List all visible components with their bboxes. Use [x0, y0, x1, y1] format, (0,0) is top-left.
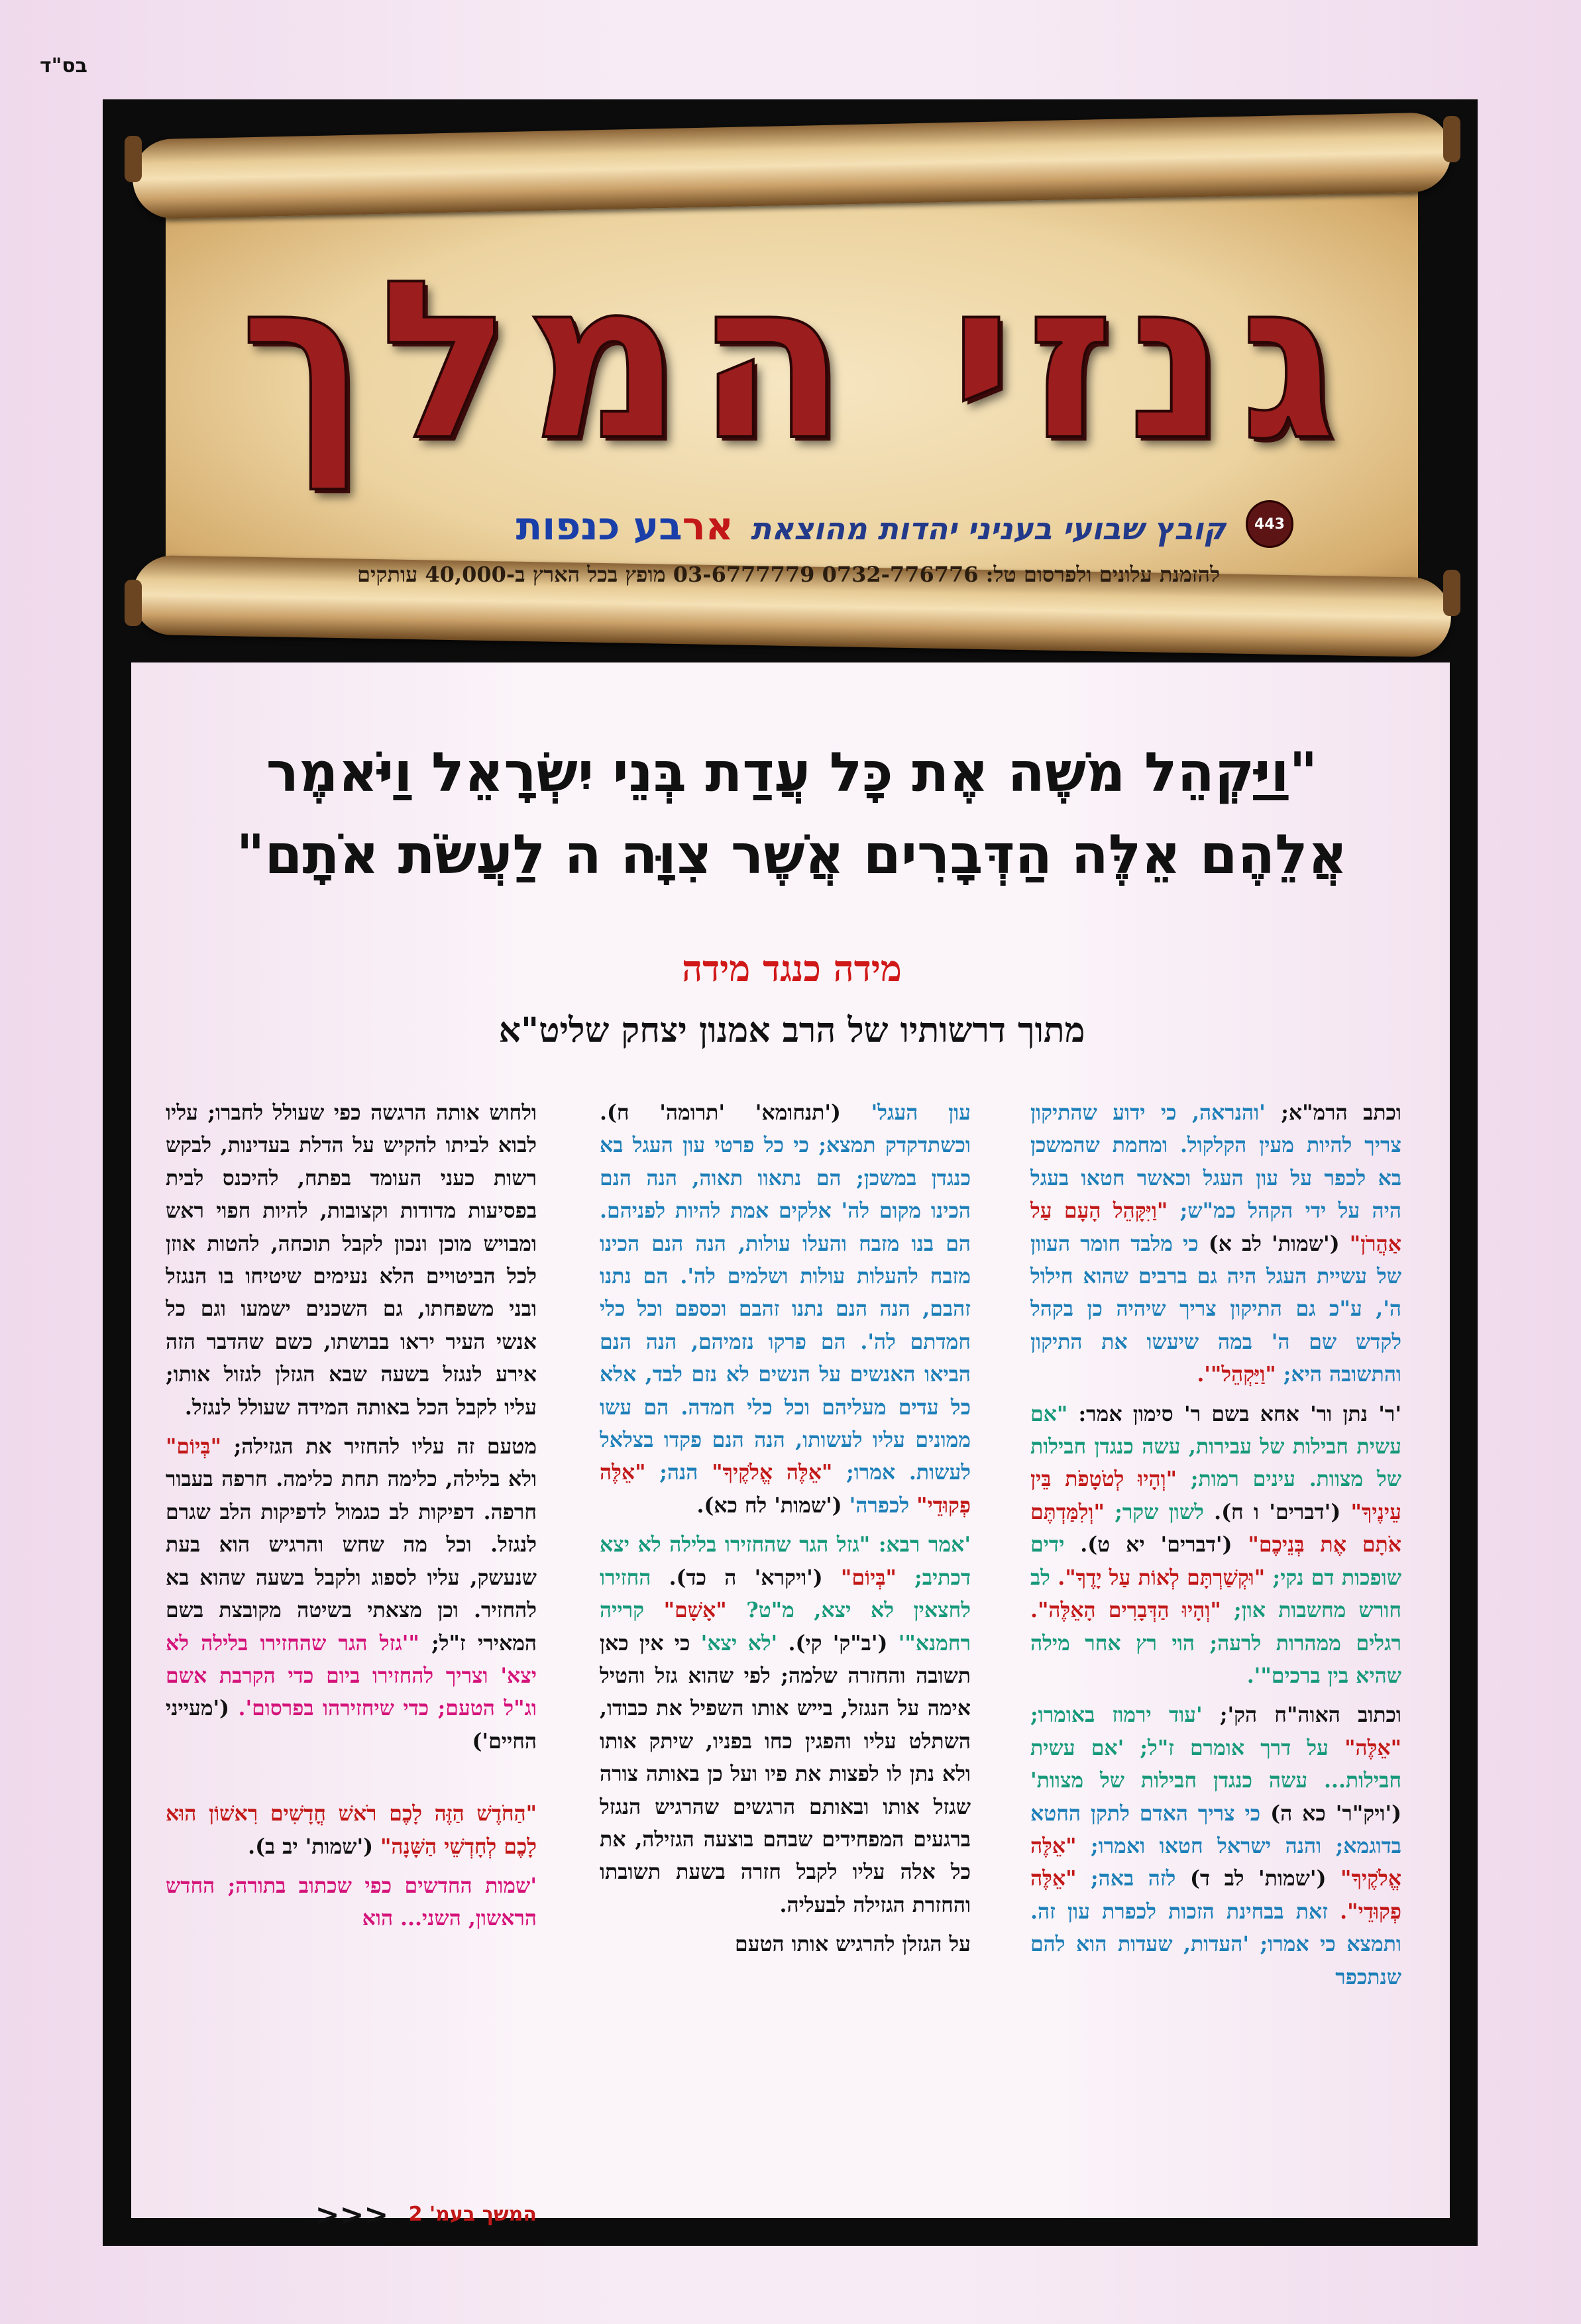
paragraph — [166, 1870, 537, 1935]
headline-line-1: "וַיַּקְהֵל משֶׁה אֶת כָּל עֲדַת בְּנֵי יִשְׂרָאֵל וַיֹּאמֶר — [266, 741, 1318, 804]
text-column-middle — [600, 1096, 971, 2170]
paragraph — [166, 1430, 537, 1758]
paragraph — [1030, 1699, 1401, 1993]
text-run: "וְלִמַּדְתֶּם אֹתָם אֶת בְּנֵיכֶם" — [1030, 1499, 1401, 1558]
text-run: "אֵלֶּה פְקוּדֵי". — [1030, 1866, 1401, 1924]
text-run: 'והנראה, כי ידוע שהתיקון צריך להיות מעין הקלקול. ומחמת שהמשכן בא לכפר על עון העגל וכאשר חטאו בעגל היה על ידי הקהל כמ"ש; — [1030, 1100, 1401, 1224]
text-run: וכשתדקדק תמצא; כי כל פרטי עון העגל בא כנגדן במשכן; הם נתאוו תאוה, הנה הנם הכינו מקום לה' אלקים אמת להיות לפניהם. הם בנו מזבח והעלו עולות, הנה הנם הכינו מזבח להעלות עולות ושלמים לה'. הם נתנו זהבם, הנה הנם נתנו זהבם וכספם וכל כלי חמדתם לה'. הם פרקו נזמיהם, הנה הנם הביאו האנשים על הנשים לא נזם לבד, אלא כל עדים מעליהם וכל כלי חמדה. הם עשו ממונים עליו לעשותו, הנה הנם פקדו בצלאל לעשות. אמרו; — [600, 1133, 971, 1485]
text-run: לב חורש מחשבות און; — [1030, 1565, 1401, 1623]
brand-part-a: אר — [682, 503, 734, 549]
section-title: מידה כנגד מידה — [682, 947, 902, 990]
text-run: ('שמות' יב ב). — [248, 1834, 374, 1859]
text-run: עליו לקבל הכל באותה המידה שעולל לנגזל. — [184, 1395, 537, 1420]
continued-note — [166, 2198, 537, 2232]
publisher-brand — [516, 503, 734, 549]
text-run: "'גזל הגר שהחזירו בלילה לא יצא' וצריך להחזירו ביום כדי הקרבת אשם וג"ל הטעם; כדי שיחזירהו בפרסום'. — [166, 1630, 537, 1721]
text-run: "אֵלֶּה פְקוּדֵי" — [600, 1460, 971, 1518]
subtitle-text: קובץ שבועי בעניני יהדות מהוצאת — [750, 511, 1226, 547]
text-run: ('שמות' לב א) — [1198, 1231, 1340, 1256]
text-run: זאת בבחינת הזכות לכפרת עון זה. ותמצא כי אמרו; 'העדות, שעדות הוא להם שנתכפר — [1030, 1899, 1401, 1989]
text-run: "וְהָיוּ לְטֹטָפֹת בֵּין עֵינֶיךָ" — [1030, 1467, 1401, 1524]
text-run: ('ויק"ר' כא ה) — [1260, 1801, 1401, 1826]
text-run: "אם עשית חבילות של עבירות, עשה כנגדן חבילות של מצוות. עינים רמות; — [1030, 1401, 1401, 1492]
paragraph — [600, 1528, 971, 1921]
text-run: וכתוב האוה"ח הק'; — [1202, 1703, 1401, 1728]
paragraph — [166, 1096, 537, 1424]
text-run: ידים שופכות דם נקי; — [1030, 1532, 1401, 1590]
text-run: וכתב הרמ"א; — [1265, 1100, 1401, 1125]
text-run: "אֵלֶּה אֱלֹקֶיךָ" — [1030, 1833, 1401, 1891]
continued-arrows-icon: <<< — [315, 2198, 389, 2232]
text-run: ('ב"ק' קי). — [777, 1630, 888, 1656]
headline-verse — [152, 732, 1431, 896]
text-run: כי אין כאן תשובה והחזרה שלמה; לפי שהוא גזל והטיל אימה על הנגזל, בייש אותו השפיל את כבודו, השתלט עליו והפגין כחו בפניו, שיתק אותו ולא נתן לו לפצות את פיו ועל כן באותה צורה שגזל אותו ובאותם הרגשים שהרגיש הנגזל ברגעים המפחידים שבהם בוצעה הגזילה, את כל אלה עליו לקבל חזרה בשעת תשובתו והחזרת הגזילה לבעליה. — [600, 1630, 971, 1917]
byline: מתוך דרשותיו של הרב אמנון יצחק שליט"א — [498, 1010, 1085, 1051]
text-run: ('דברים' ו ח). — [1203, 1499, 1341, 1524]
text-run: ('תנחומא' 'תרומה' ח). — [600, 1100, 841, 1125]
text-run: הנה; — [645, 1460, 698, 1485]
scroll-spindle-icon — [125, 580, 142, 626]
text-run: "אֵלֶּה" — [1328, 1735, 1401, 1760]
text-run: כי מלבד חומר העוון של עשיית העגל היה גם ברבים שהוא חילול ה', ע"כ גם התיקון צריך שיהיה כן בקהל לקדש שם ה' במה שיעשו את התיקון והתשובה היא; — [1030, 1231, 1401, 1387]
paragraph — [166, 1797, 537, 1863]
text-run: "אֵלֶּה אֱלֹקֶיךָ" — [698, 1460, 833, 1485]
brand-part-b: בע כנפות — [516, 503, 682, 549]
text-run: "וַיִּקָּהֵל הָעָם עַל אַהֲרֹן" — [1030, 1198, 1401, 1256]
text-run: 'לא יצא' — [690, 1630, 778, 1656]
text-run: ('ויקרא' ה כד). — [651, 1565, 823, 1590]
text-run: עון העגל' — [840, 1100, 971, 1125]
text-column-right — [1030, 1096, 1401, 2170]
text-run: מטעם זה עליו להחזיר את הגזילה; — [221, 1434, 537, 1459]
text-run: קרייה רחמנא"' — [600, 1598, 971, 1656]
text-run: לזה באה; — [1076, 1866, 1176, 1891]
text-run: כשם שהדבר הזה אירע לנגזל בשעה שבא הגזלן לגזול אותו; — [166, 1329, 537, 1387]
issue-number-badge: 443 — [1246, 500, 1293, 548]
text-run: ('שמות' לב ד) — [1175, 1866, 1327, 1891]
masthead-subtitle — [391, 503, 1226, 549]
text-run: רגלים ממהרות לרעה; הוי רץ אחר מילה שהיא בין ברכים"'. — [1030, 1630, 1401, 1688]
text-run: 'עוד ירמוז באומרו; — [1030, 1703, 1203, 1728]
text-run: 'שמות החדשים כפי שכתוב בתורה; החדש הראשון, השני... הוא — [166, 1873, 537, 1931]
text-run: ('מעייני החיים') — [166, 1696, 537, 1754]
scroll-spindle-icon — [1443, 116, 1460, 162]
text-run: כי צריך האדם לתקן החטא בדוגמא; והנה ישראל חטאו ואמרו; — [1030, 1801, 1401, 1858]
text-run: ('שמות' לח כא). — [696, 1493, 842, 1518]
text-run: 'ר' נתן ור' אחא בשם ר' סימון אמר: — [1067, 1401, 1401, 1426]
text-run: ולחוש אותה הרגשה כפי שעולל לחברו; — [197, 1100, 537, 1125]
text-run: על הגזלן להרגיש אותו הטעם — [735, 1932, 971, 1957]
text-run: 'אמר רבא: "גזל הגר שהחזירו בלילה לא יצא דכתיב; — [600, 1532, 971, 1590]
text-run: "וְהָיוּ הַדְּבָרִים הָאֵלֶּה". — [1030, 1598, 1221, 1623]
text-run: וכן מצאתי בשיטה מקובצת בשם המאירי ז"ל; — [166, 1598, 537, 1656]
text-run: החזירו לחצאין לא יצא, מ"ט? — [600, 1565, 971, 1623]
paragraph — [1030, 1398, 1401, 1693]
text-run: עליו לבוא לביתו להקיש על הדלת בעדינות, לבקש רשות כעני העומד בפתח, להיכנס לבית בפסיעות מדודות וקצובות, להיות חפוי ראש ומבויש מוכן ונכון לקבל תוכחה, להטות אוזן לכל הביטויים הלא נעימים שיטיחו בו הנגזל ובני משפחתו, גם השכנים ישמעו וגם כל אנשי העיר יראו בבושתו, — [166, 1100, 537, 1354]
text-run: "וַיַּקְהֵל"'. — [1197, 1362, 1276, 1387]
paragraph — [600, 1928, 971, 1960]
text-run: "בְּיוֹם" — [166, 1434, 221, 1459]
text-run: ('דברים' יא ט). — [1064, 1532, 1232, 1558]
text-run: "הַחֹדֶשׁ הַזֶּה לָכֶם רֹאשׁ חֳדָשִׁים רִאשׁוֹן הוּא לָכֶם לְחָדְשֵׁי הַשָּׁנָה" — [166, 1801, 537, 1859]
text-column-left — [166, 1096, 537, 2170]
headline-line-2: אֲלֵהֶם אֵלֶּה הַדְּבָרִים אֲשֶׁר צִוָּה ה לַעֲשֹׂת אֹתָם" — [236, 823, 1348, 886]
text-run: "אָשָׁם" — [643, 1598, 727, 1623]
scroll-spindle-icon — [1443, 570, 1460, 616]
text-run: לכפרה' — [842, 1493, 910, 1518]
text-run: "בְּיוֹם" — [822, 1565, 897, 1590]
bsd-mark: בס"ד — [40, 54, 87, 78]
masthead-title: גנזי המלך — [239, 234, 1351, 488]
text-run: ולא בלילה, כלימה תחת כלימה. חרפה בעבור חרפה. דפיקות לב כגמול לדפיקות הלב שגרם לנגזל. וכל מה שחש והרגיש הוא בעת שנעשק, עליו לספוג ולקבל בשעה שהוא בא להחזיר. — [166, 1467, 537, 1623]
paragraph — [1030, 1096, 1401, 1391]
text-run: לשון שקר; — [1104, 1499, 1204, 1524]
scroll-spindle-icon — [125, 136, 142, 182]
continued-text: המשך בעמ' 2 — [408, 2203, 537, 2226]
contact-line: להזמנת עלונים ולפרסום טל: 0732-776776 03-6777779 מופץ בכל הארץ ב-40,000 עותקים — [356, 562, 1221, 587]
text-run: על דרך אומרם ז"ל; 'אם עשית חבילות... עשה כנגדן חבילות של מצוות' — [1030, 1735, 1401, 1793]
text-run: "וּקְשַׁרְתָּם לְאוֹת עַל יָדֶךָ". — [1050, 1565, 1266, 1590]
paragraph — [600, 1096, 971, 1522]
